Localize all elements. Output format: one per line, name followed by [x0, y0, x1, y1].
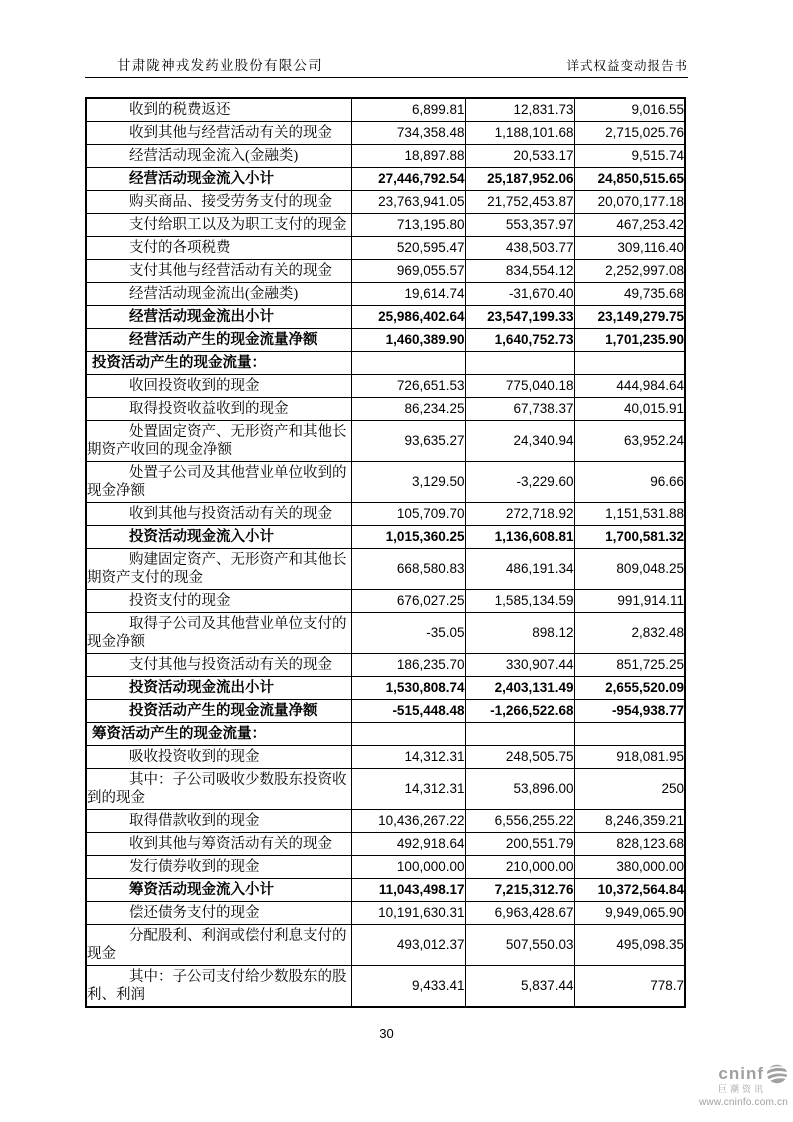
row-value: 918,081.95: [574, 746, 685, 769]
cninfo-chinese-name: 巨潮资讯: [717, 1084, 766, 1094]
row-value: 12,831.73: [465, 98, 574, 122]
row-value: 495,098.35: [574, 925, 685, 966]
table-row: [86, 833, 685, 856]
row-value: 1,585,134.59: [465, 590, 574, 613]
row-value: 6,963,428.67: [465, 902, 574, 925]
table-row: [86, 214, 685, 237]
row-value: 1,700,581.32: [574, 526, 685, 549]
row-value: 507,550.03: [465, 925, 574, 966]
row-label: 投资支付的现金: [86, 590, 351, 613]
row-value: 1,460,389.90: [351, 329, 465, 352]
table-row: [86, 462, 685, 503]
table-row: [86, 145, 685, 168]
table-row: [86, 526, 685, 549]
row-label: 其中：子公司支付给少数股东的股利、利润: [86, 966, 351, 1008]
table-row: [86, 746, 685, 769]
row-value: 492,918.64: [351, 833, 465, 856]
table-row: [86, 879, 685, 902]
row-value: 834,554.12: [465, 260, 574, 283]
row-value: 23,547,199.33: [465, 306, 574, 329]
row-label: 购建固定资产、无形资产和其他长期资产支付的现金: [86, 549, 351, 590]
row-label: 筹资活动产生的现金流量：: [86, 723, 351, 746]
table-row: [86, 769, 685, 810]
row-value: 520,595.47: [351, 237, 465, 260]
row-value: 809,048.25: [574, 549, 685, 590]
table-row: [86, 260, 685, 283]
row-value: 726,651.53: [351, 375, 465, 398]
row-label: 分配股利、利润或偿付利息支付的现金: [86, 925, 351, 966]
row-value: 676,027.25: [351, 590, 465, 613]
row-label: 经营活动现金流入(金融类): [86, 145, 351, 168]
row-value: 6,899.81: [351, 98, 465, 122]
row-value: 63,952.24: [574, 421, 685, 462]
row-label: 投资活动现金流入小计: [86, 526, 351, 549]
row-value: [465, 352, 574, 375]
row-value: 851,725.25: [574, 654, 685, 677]
table-row: [86, 856, 685, 879]
table-row: [86, 352, 685, 375]
row-value: 438,503.77: [465, 237, 574, 260]
header-company-name: 甘肃陇神戎发药业股份有限公司: [117, 58, 323, 73]
row-value: 1,640,752.73: [465, 329, 574, 352]
document-header: [85, 54, 688, 74]
row-label: 投资活动现金流出小计: [86, 677, 351, 700]
row-value: 67,738.37: [465, 398, 574, 421]
row-value: 27,446,792.54: [351, 168, 465, 191]
row-value: [574, 723, 685, 746]
row-value: 10,191,630.31: [351, 902, 465, 925]
row-value: 9,515.74: [574, 145, 685, 168]
row-value: 20,070,177.18: [574, 191, 685, 214]
cninfo-logo: [658, 1064, 788, 1108]
table-row: [86, 613, 685, 654]
row-value: 2,715,025.76: [574, 122, 685, 145]
table-row: [86, 503, 685, 526]
row-label: 处置固定资产、无形资产和其他长期资产收回的现金净额: [86, 421, 351, 462]
row-value: 486,191.34: [465, 549, 574, 590]
table-row: [86, 654, 685, 677]
swirl-globe-icon: [766, 1064, 788, 1084]
row-value: 309,116.40: [574, 237, 685, 260]
row-value: 9,016.55: [574, 98, 685, 122]
row-value: [574, 352, 685, 375]
row-value: -31,670.40: [465, 283, 574, 306]
table-row: [86, 191, 685, 214]
table-row: [86, 723, 685, 746]
row-value: 25,986,402.64: [351, 306, 465, 329]
row-label: 经营活动现金流入小计: [86, 168, 351, 191]
table-row: [86, 98, 685, 122]
row-label: 处置子公司及其他营业单位收到的现金净额: [86, 462, 351, 503]
table-row: [86, 810, 685, 833]
row-label: 支付给职工以及为职工支付的现金: [86, 214, 351, 237]
row-value: 1,701,235.90: [574, 329, 685, 352]
cninfo-logo-top: [658, 1064, 788, 1084]
row-value: 2,252,997.08: [574, 260, 685, 283]
table-row: [86, 966, 685, 1008]
row-value: 467,253.42: [574, 214, 685, 237]
row-value: 11,043,498.17: [351, 879, 465, 902]
row-value: 24,850,515.65: [574, 168, 685, 191]
row-label: 筹资活动现金流入小计: [86, 879, 351, 902]
table-row: [86, 237, 685, 260]
table-row: [86, 122, 685, 145]
row-value: 210,000.00: [465, 856, 574, 879]
row-value: 1,015,360.25: [351, 526, 465, 549]
row-value: 6,556,255.22: [465, 810, 574, 833]
row-value: 272,718.92: [465, 503, 574, 526]
table-row: [86, 700, 685, 723]
row-label: 经营活动现金流出(金融类): [86, 283, 351, 306]
row-value: 775,040.18: [465, 375, 574, 398]
table-row: [86, 375, 685, 398]
row-value: 1,136,608.81: [465, 526, 574, 549]
row-value: 2,655,520.09: [574, 677, 685, 700]
row-value: 20,533.17: [465, 145, 574, 168]
row-value: 19,614.74: [351, 283, 465, 306]
row-value: 40,015.91: [574, 398, 685, 421]
row-value: 7,215,312.76: [465, 879, 574, 902]
row-value: 444,984.64: [574, 375, 685, 398]
row-value: 1,530,808.74: [351, 677, 465, 700]
table-row: [86, 421, 685, 462]
table-row: [86, 590, 685, 613]
table-row: [86, 925, 685, 966]
row-value: 991,914.11: [574, 590, 685, 613]
row-label: 经营活动产生的现金流量净额: [86, 329, 351, 352]
row-value: 10,372,564.84: [574, 879, 685, 902]
header-report-title: 详式权益变动报告书: [566, 59, 688, 73]
page-number: 30: [379, 1026, 394, 1041]
table-row: [86, 306, 685, 329]
row-value: -1,266,522.68: [465, 700, 574, 723]
row-value: -954,938.77: [574, 700, 685, 723]
table-row: [86, 168, 685, 191]
row-value: 2,832.48: [574, 613, 685, 654]
row-label: 取得子公司及其他营业单位支付的现金净额: [86, 613, 351, 654]
row-label: 收到其他与投资活动有关的现金: [86, 503, 351, 526]
row-label: 投资活动产生的现金流量：: [86, 352, 351, 375]
row-value: 14,312.31: [351, 746, 465, 769]
row-value: 1,151,531.88: [574, 503, 685, 526]
row-value: 21,752,453.87: [465, 191, 574, 214]
row-value: 9,433.41: [351, 966, 465, 1008]
row-label: 支付其他与投资活动有关的现金: [86, 654, 351, 677]
row-label: 取得借款收到的现金: [86, 810, 351, 833]
row-label: 购买商品、接受劳务支付的现金: [86, 191, 351, 214]
cninfo-brand-text: cninf: [718, 1063, 764, 1083]
header-divider: [85, 77, 688, 78]
row-value: 5,837.44: [465, 966, 574, 1008]
row-label: 经营活动现金流出小计: [86, 306, 351, 329]
table-row: [86, 329, 685, 352]
row-value: 24,340.94: [465, 421, 574, 462]
row-value: 380,000.00: [574, 856, 685, 879]
row-value: 734,358.48: [351, 122, 465, 145]
table-row: [86, 677, 685, 700]
row-label: 支付其他与经营活动有关的现金: [86, 260, 351, 283]
row-value: [351, 352, 465, 375]
row-value: [465, 723, 574, 746]
row-value: 53,896.00: [465, 769, 574, 810]
row-value: 200,551.79: [465, 833, 574, 856]
row-value: 250: [574, 769, 685, 810]
cninfo-url: www.cninfo.com.cn: [699, 1096, 788, 1108]
row-value: 105,709.70: [351, 503, 465, 526]
row-value: -35.05: [351, 613, 465, 654]
row-label: 收到其他与经营活动有关的现金: [86, 122, 351, 145]
table-row: [86, 549, 685, 590]
row-value: -3,229.60: [465, 462, 574, 503]
row-value: 668,580.83: [351, 549, 465, 590]
table-row: [86, 902, 685, 925]
row-label: 收回投资收到的现金: [86, 375, 351, 398]
row-value: 713,195.80: [351, 214, 465, 237]
row-value: 8,246,359.21: [574, 810, 685, 833]
row-label: 取得投资收益收到的现金: [86, 398, 351, 421]
row-value: 14,312.31: [351, 769, 465, 810]
row-value: 93,635.27: [351, 421, 465, 462]
row-value: 23,149,279.75: [574, 306, 685, 329]
row-value: 49,735.68: [574, 283, 685, 306]
row-value: 969,055.57: [351, 260, 465, 283]
row-label: 吸收投资收到的现金: [86, 746, 351, 769]
row-value: 18,897.88: [351, 145, 465, 168]
cashflow-table-body: [86, 98, 685, 1007]
row-value: 23,763,941.05: [351, 191, 465, 214]
row-label: 偿还债务支付的现金: [86, 902, 351, 925]
row-label: 收到其他与筹资活动有关的现金: [86, 833, 351, 856]
row-value: 86,234.25: [351, 398, 465, 421]
row-value: 330,907.44: [465, 654, 574, 677]
row-label: 投资活动产生的现金流量净额: [86, 700, 351, 723]
row-value: 25,187,952.06: [465, 168, 574, 191]
row-value: 828,123.68: [574, 833, 685, 856]
row-value: 248,505.75: [465, 746, 574, 769]
row-label: 发行债券收到的现金: [86, 856, 351, 879]
row-label: 收到的税费返还: [86, 98, 351, 122]
cashflow-table: [85, 97, 686, 1008]
row-value: 1,188,101.68: [465, 122, 574, 145]
row-value: 2,403,131.49: [465, 677, 574, 700]
row-value: 493,012.37: [351, 925, 465, 966]
row-value: 553,357.97: [465, 214, 574, 237]
row-value: 9,949,065.90: [574, 902, 685, 925]
table-row: [86, 283, 685, 306]
row-value: 100,000.00: [351, 856, 465, 879]
row-value: 3,129.50: [351, 462, 465, 503]
row-value: 898.12: [465, 613, 574, 654]
row-value: 778.7: [574, 966, 685, 1008]
row-value: 96.66: [574, 462, 685, 503]
row-label: 支付的各项税费: [86, 237, 351, 260]
row-value: [351, 723, 465, 746]
table-row: [86, 398, 685, 421]
row-value: 186,235.70: [351, 654, 465, 677]
row-label: 其中：子公司吸收少数股东投资收到的现金: [86, 769, 351, 810]
row-value: 10,436,267.22: [351, 810, 465, 833]
row-value: -515,448.48: [351, 700, 465, 723]
